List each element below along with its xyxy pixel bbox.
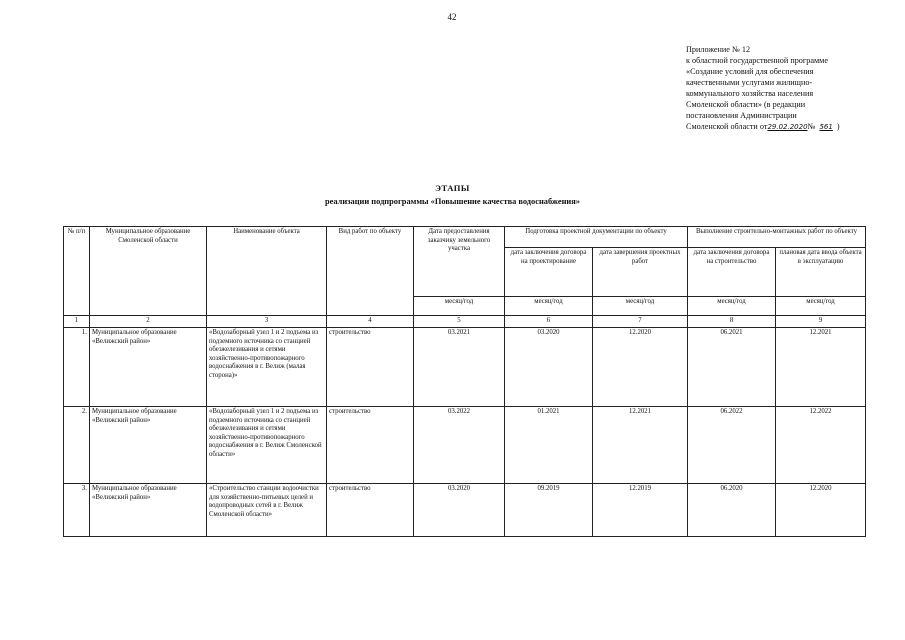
table-row <box>64 328 866 407</box>
row-design-contract: 01.2021 <box>505 407 593 484</box>
column-number: 6 <box>505 316 593 328</box>
row-construction-contract: 06.2022 <box>688 407 776 484</box>
handwritten-date: 29.02.2020 <box>767 123 808 131</box>
row-object-name: «Строительство станции водоочистки для хозяйственно-питьевых целей и водопроводных сетей в г. Велиж Смоленской области» <box>207 484 327 537</box>
unit-label: месяц/год <box>505 297 593 316</box>
row-num: 1. <box>64 328 90 407</box>
row-land-date: 03.2020 <box>414 484 505 537</box>
appendix-line: коммунального хозяйства населения <box>686 89 814 98</box>
row-municipality: Муниципальное образование «Велижский район» <box>90 407 207 484</box>
row-design-complete: 12.2019 <box>593 484 688 537</box>
header-design-group: Подготовка проектной документации по объекту <box>505 227 688 248</box>
header-design-complete: дата завершения проектных работ <box>593 248 688 297</box>
row-num: 2. <box>64 407 90 484</box>
row-design-complete: 12.2020 <box>593 328 688 407</box>
row-work-type: строительство <box>327 484 414 537</box>
row-commissioning: 12.2022 <box>776 407 866 484</box>
document-subtitle: реализации подпрограммы «Повышение качества водоснабжения» <box>325 197 580 206</box>
appendix-block <box>686 44 886 133</box>
column-number: 9 <box>776 316 866 328</box>
appendix-line: Смоленской области» (в редакции <box>686 100 806 109</box>
appendix-last-line <box>686 121 886 133</box>
row-municipality: Муниципальное образование «Велижский район» <box>90 484 207 537</box>
page-number: 42 <box>447 12 457 22</box>
header-row-top <box>64 227 866 248</box>
unit-label: месяц/год <box>593 297 688 316</box>
appendix-line: качественными услугами жилищно- <box>686 78 813 87</box>
appendix-line: постановления Администрации <box>686 111 797 120</box>
appendix-line: Приложение № 12 <box>686 45 751 54</box>
column-number: 8 <box>688 316 776 328</box>
header-design-contract: дата заключения договора на проектирование <box>505 248 593 297</box>
header-construction-contract: дата заключения договора на строительство <box>688 248 776 297</box>
header-land-date: Дата предоставления заказчику земельного участка <box>414 227 505 297</box>
handwritten-number: 561 <box>819 123 833 131</box>
unit-label: месяц/год <box>414 297 505 316</box>
row-commissioning: 12.2021 <box>776 328 866 407</box>
row-work-type: строительство <box>327 328 414 407</box>
row-design-complete: 12.2021 <box>593 407 688 484</box>
row-commissioning: 12.2020 <box>776 484 866 537</box>
column-number: 7 <box>593 316 688 328</box>
table-row <box>64 407 866 484</box>
table-row <box>64 484 866 537</box>
document-title: ЭТАПЫ <box>435 183 470 193</box>
header-construction-group: Выполнение строительно-монтажных работ по объекту <box>688 227 866 248</box>
column-number: 3 <box>207 316 327 328</box>
column-number: 1 <box>64 316 90 328</box>
closing-paren: ) <box>836 122 840 131</box>
number-label: № <box>807 122 816 131</box>
column-number: 5 <box>414 316 505 328</box>
row-construction-contract: 06.2021 <box>688 328 776 407</box>
stages-table <box>63 226 866 537</box>
header-work-type: Вид работ по объекту <box>327 227 414 316</box>
row-work-type: строительство <box>327 407 414 484</box>
row-construction-contract: 06.2020 <box>688 484 776 537</box>
row-land-date: 03.2021 <box>414 328 505 407</box>
header-commissioning: плановая дата ввода объекта в эксплуатацию <box>776 248 866 297</box>
row-design-contract: 03.2020 <box>505 328 593 407</box>
header-num: № п/п <box>64 227 90 316</box>
unit-label: месяц/год <box>776 297 866 316</box>
row-object-name: «Водозаборный узел 1 и 2 подъема из подземного источника со станцией обезжелезивания и сетями хозяйственно-противопожарного водоснабжения в г. Велиж Смоленской области» <box>207 407 327 484</box>
unit-label: месяц/год <box>688 297 776 316</box>
row-num: 3. <box>64 484 90 537</box>
row-object-name: «Водозаборный узел 1 и 2 подъема из подземного источника со станцией обезжелезивания и сетями хозяйственно-противопожарного водоснабжения в г. Велиж (малая сторона)» <box>207 328 327 407</box>
column-number: 4 <box>327 316 414 328</box>
row-design-contract: 09.2019 <box>505 484 593 537</box>
row-municipality: Муниципальное образование «Велижский район» <box>90 328 207 407</box>
header-object-name: Наименование объекта <box>207 227 327 316</box>
column-number: 2 <box>90 316 207 328</box>
appendix-line: «Создание условий для обеспечения <box>686 67 814 76</box>
appendix-line: к областной государственной программе <box>686 56 828 65</box>
header-municipality: Муниципальное образование Смоленской области <box>90 227 207 316</box>
column-number-row <box>64 316 866 328</box>
row-land-date: 03.2022 <box>414 407 505 484</box>
appendix-last-prefix: Смоленской области от <box>686 122 768 131</box>
